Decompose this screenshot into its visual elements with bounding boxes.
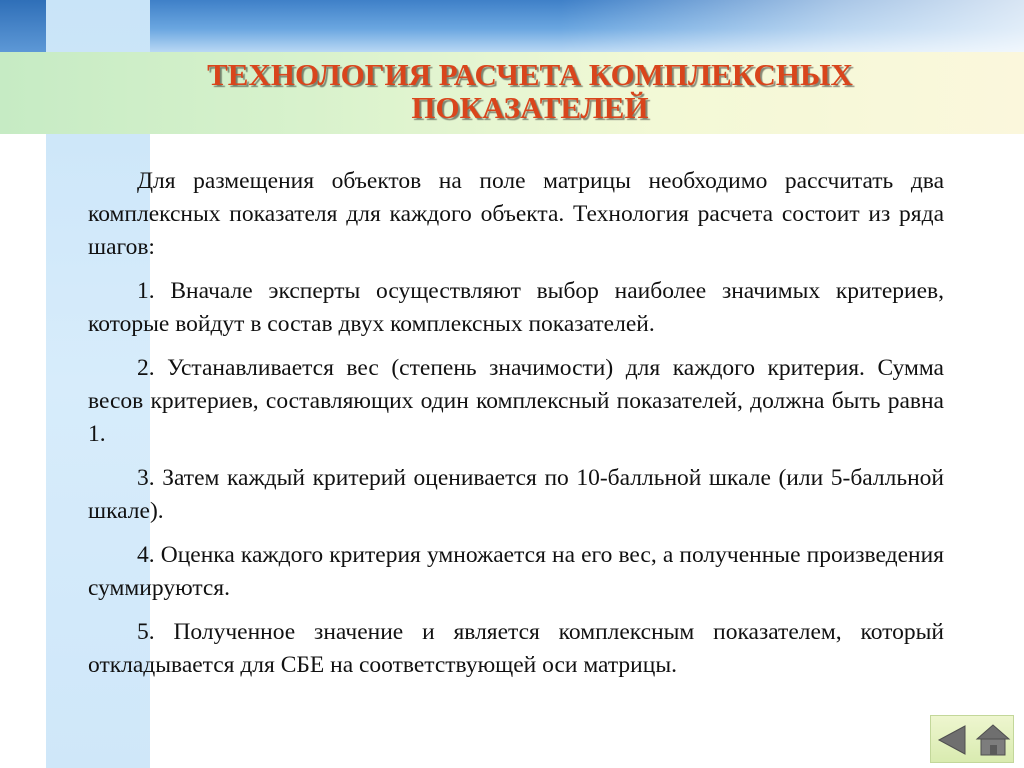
header-gradient-band — [0, 0, 1024, 52]
slide-body — [88, 165, 944, 693]
header-corner-block — [0, 0, 46, 52]
step-1-paragraph: 1. Вначале эксперты осуществляют выбор наиболее значимых критериев, которые войдут в состав двух комплексных показателей. — [88, 278, 944, 337]
navigation-panel — [930, 715, 1014, 763]
step-2-paragraph: 2. Устанавливается вес (степень значимости) для каждого критерия. Сумма весов критериев, составляющих один комплексный показателей, должна быть равна 1. — [88, 355, 944, 447]
intro-paragraph: Для размещения объектов на поле матрицы необходимо рассчитать два комплексных показателя для каждого объекта. Технология расчета состоит из ряда шагов: — [88, 168, 944, 260]
slide-title: ТЕХНОЛОГИЯ РАСЧЕТА КОМПЛЕКСНЫХ ПОКАЗАТЕЛЕЙ — [207, 57, 853, 125]
back-arrow-icon — [935, 722, 971, 758]
home-icon — [975, 722, 1011, 758]
back-button[interactable] — [935, 722, 971, 758]
step-5-paragraph: 5. Полученное значение и является комплексным показателем, который откладывается для СБЕ на соответствующей оси матрицы. — [88, 619, 944, 678]
step-3-paragraph: 3. Затем каждый критерий оценивается по 10-балльной шкале (или 5-балльной шкале). — [88, 465, 944, 524]
home-button[interactable] — [975, 722, 1011, 758]
step-4-paragraph: 4. Оценка каждого критерия умножается на его вес, а полученные произведения суммируются. — [88, 542, 944, 601]
